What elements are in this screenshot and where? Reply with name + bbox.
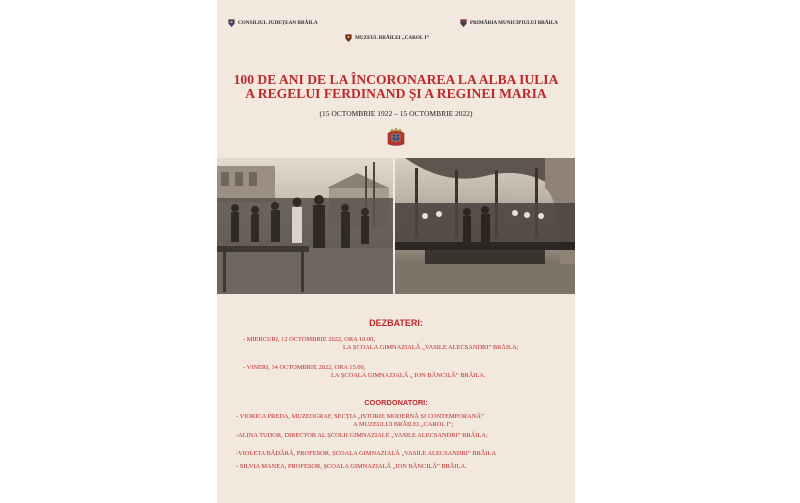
coordinators-heading: COORDONATORI: [364,398,428,407]
left-org-label: CONSILIUL JUDEȚEAN BRĂILA [238,20,318,26]
debate-2-when: - VINERI, 14 OCTOMBRIE 2022, ORA 15.00, [243,364,366,371]
event-dates: (15 OCTOMBRIE 1922 – 15 OCTOMBRIE 2022) [319,109,473,118]
right-org-label: PRIMĂRIA MUNICIPIULUI BRĂILA [470,20,558,26]
city-crest-icon [460,19,467,27]
debate-1-where: LA ȘCOALA GIMNAZIALĂ „VASILE ALECSANDRI” BRĂILA; [343,344,519,351]
coordinator-2-line: -ALINA TUDOR, DIRECTOR AL ȘCOLII GIMNAZIALE „VASILE ALECSANDRI” BRĂILA; [236,432,488,439]
museum-crest-icon [345,34,352,42]
coordinator-1-line2: A MUZEULUI BRĂILEI „CAROL I”; [353,421,454,428]
center-org-label: MUZEUL BRĂILEI „CAROL I” [355,35,429,41]
debates-heading: DEZBATERI: [369,318,423,328]
poster-title-line1: 100 DE ANI DE LA ÎNCORONAREA LA ALBA IULIA [233,72,559,87]
royal-coat-of-arms-icon [386,127,406,147]
coordinator-1-line1: - VIORICA PREDA, MUZEOGRAF, SECȚIA „ISTORIE MODERNĂ ȘI CONTEMPORANĂ” [236,413,484,420]
coronation-photo-left [217,158,393,294]
coordinator-3-line: -VIOLETA BĂDĂRĂ, PROFESOR, ȘCOALA GIMNAZIALĂ „VASILE ALECSANDRI” BRĂILA [236,450,497,457]
debate-1-when: - MIERCURI, 12 OCTOMBRIE 2022, ORA 10.00, [243,336,375,343]
poster-title-line2: A REGELUI FERDINAND ȘI A REGINEI MARIA [245,86,547,101]
debate-2-where: LA ȘCOALA GIMNAZIALĂ „ ION BĂNCILĂ” BRĂILA. [331,372,486,379]
event-poster [217,0,575,503]
header-right-org [460,19,558,27]
coordinator-4-line: - SILVIA MANEA, PROFESOR, ȘCOALA GIMNAZIALĂ „ION BĂNCILĂ” BRĂILA. [236,463,467,470]
coronation-photo-right [395,158,575,294]
county-crest-icon [228,19,235,27]
header-center-org [345,34,429,42]
header-left-org [228,19,318,27]
